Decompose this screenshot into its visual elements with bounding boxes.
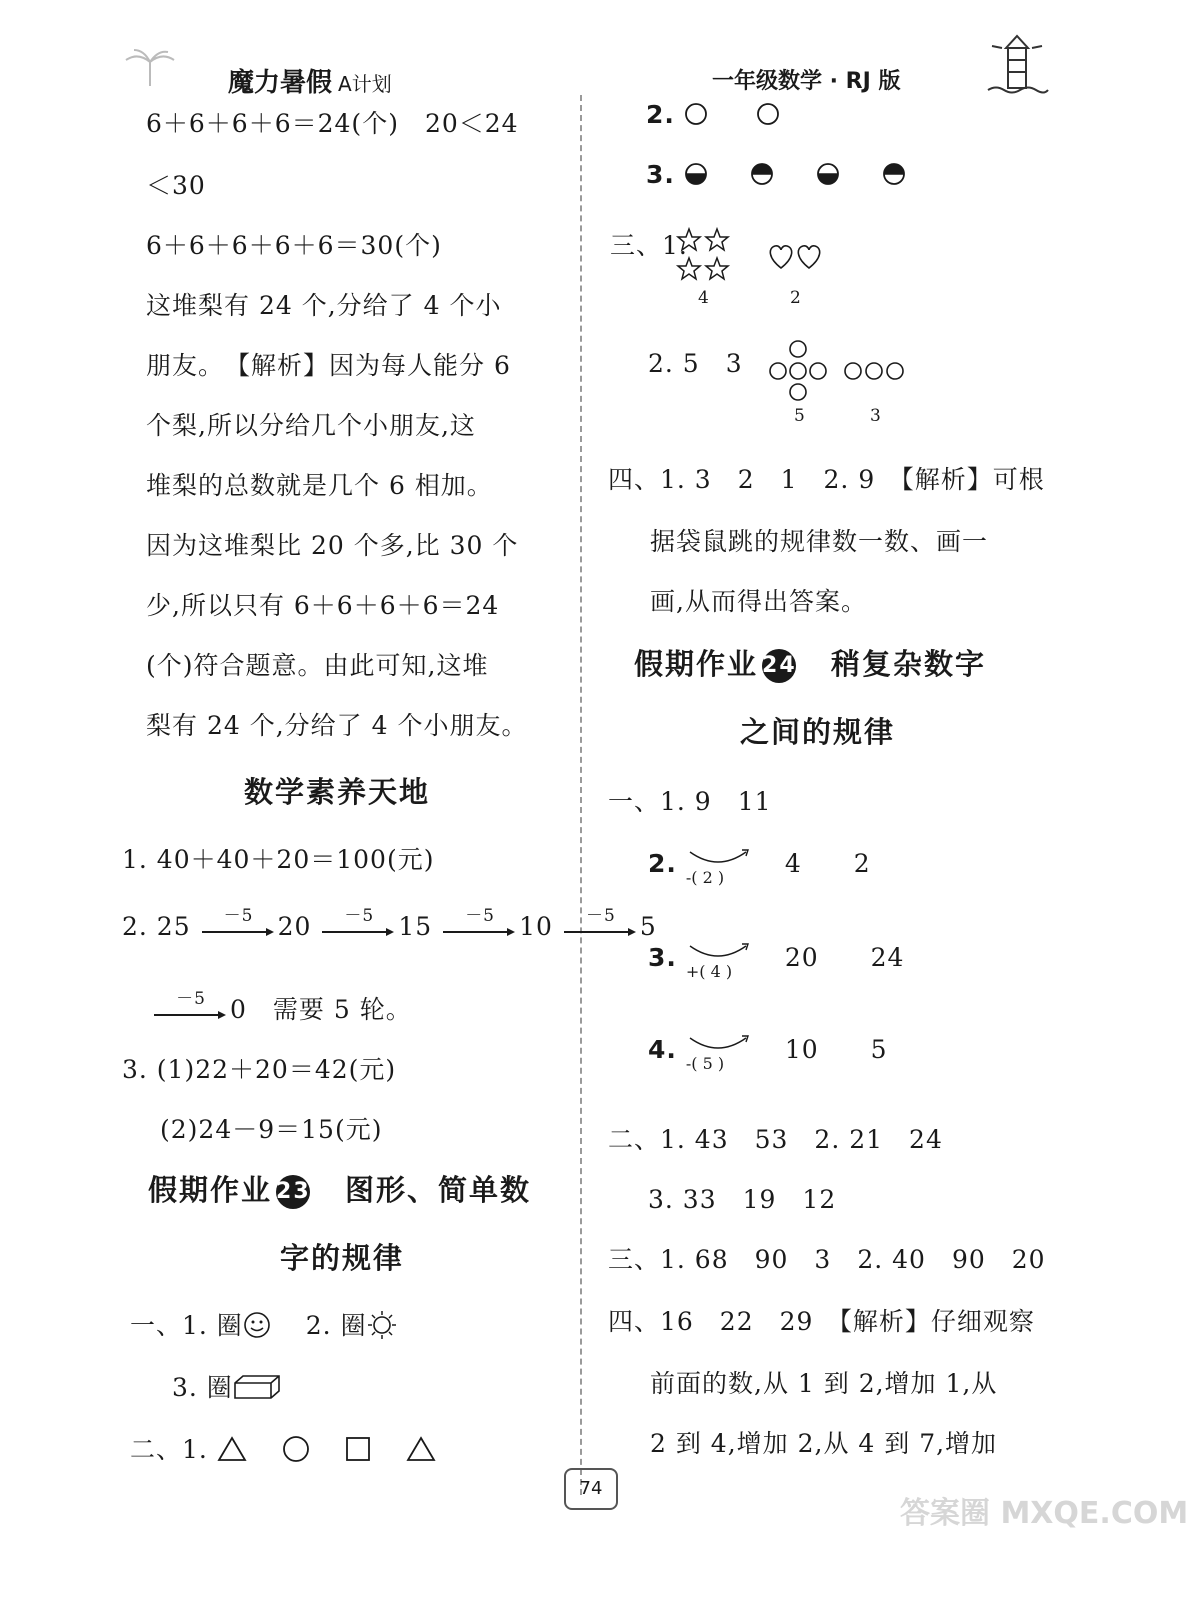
- jump-arc-icon: [686, 1032, 750, 1072]
- jump-arc-icon: [686, 846, 750, 886]
- left-line-1: 6＋6＋6＋6＝24(个) 20＜24: [146, 109, 519, 138]
- half-filled-circle-icon: [882, 162, 906, 192]
- hw24-s2-line1: 二、1. 43 53 2. 21 24: [608, 1125, 943, 1154]
- q2-start: 2. 25: [122, 912, 191, 941]
- circle-icon: [282, 1435, 310, 1469]
- hw24-s4-line2: 前面的数,从 1 到 2,增加 1,从: [650, 1369, 998, 1398]
- hw23-s4-line3: 画,从而得出答案。: [650, 587, 867, 616]
- hearts-icon: [766, 242, 826, 276]
- hw24-title-line2: 之间的规律: [740, 715, 896, 749]
- half-filled-circle-icon: [816, 162, 840, 192]
- hw24-s1-q2: 2. -( 2 ) 4 2: [648, 844, 871, 886]
- left-line-8: 因为这堆梨比 20 个多,比 30 个: [146, 531, 519, 560]
- lighthouse-icon: [984, 30, 1050, 100]
- subject-label: 一年级数学 · RJ 版: [712, 69, 901, 94]
- hw23-s1-row2: 3. 圈: [172, 1368, 281, 1407]
- stars-icon: [676, 226, 734, 288]
- stars-count: 4: [698, 288, 709, 308]
- hw23-title-line2: 字的规律: [280, 1241, 405, 1275]
- q2-end: 0 需要 5 轮。: [230, 995, 412, 1024]
- left-line-11: 梨有 24 个,分给了 4 个小朋友。: [146, 711, 528, 740]
- hw23-s2-q3: 3.: [646, 160, 906, 192]
- cross-pattern-count: 5: [794, 406, 805, 426]
- hw24-s1-q4: 4. -( 5 ) 10 5: [648, 1030, 888, 1072]
- left-line-2: ＜30: [146, 171, 206, 200]
- arc-label: -( 5 ): [685, 1053, 725, 1073]
- hw23-s4-line2: 据袋鼠跳的规律数一数、画一: [650, 527, 989, 556]
- q2-value: 15: [398, 912, 433, 941]
- half-filled-circle-icon: [684, 162, 708, 192]
- hw24-s4-line1: 四、16 22 29 【解析】仔细观察: [608, 1307, 1035, 1336]
- hw23-title-line1: 假期作业 23 图形、简单数: [148, 1173, 532, 1207]
- cuboid-icon: [233, 1373, 281, 1407]
- watermark: 答案圈 MXQE.COM: [900, 1496, 1188, 1531]
- answer-values: 4 2: [784, 849, 871, 878]
- hw23-s3-q1-label: 三、1.: [610, 231, 688, 260]
- q2-value: 10: [519, 912, 553, 941]
- column-divider: [580, 95, 582, 1495]
- left-line-10: (个)符合题意。由此可知,这堆: [146, 651, 489, 680]
- hw23-s2-q2: 2.: [646, 100, 780, 132]
- book-title: 魔力暑假 A计划: [228, 68, 392, 98]
- q2-value: 20: [277, 912, 312, 941]
- answer-values: 10 5: [784, 1035, 888, 1064]
- hw24-s2-line2: 3. 33 19 12: [648, 1185, 837, 1214]
- hw23-s2-row1: 二、1.: [130, 1430, 436, 1469]
- half-filled-circle-icon: [750, 162, 774, 192]
- hw24-s3-line1: 三、1. 68 90 3 2. 40 90 20: [608, 1245, 1046, 1274]
- circle-row-pattern-icon: [842, 360, 906, 386]
- smiley-face-icon: [243, 1311, 271, 1345]
- hw24-s1-q3: 3. +( 4 ) 20 24: [648, 938, 904, 980]
- minus5-arrow: －5: [322, 917, 396, 941]
- section-title-math-literacy: 数学素养天地: [244, 775, 431, 809]
- left-line-9: 少,所以只有 6＋6＋6＋6＝24: [146, 591, 500, 620]
- jump-arc-icon: [686, 940, 750, 980]
- hw23-number-badge: 23: [276, 1175, 310, 1209]
- circle-icon: [756, 102, 780, 132]
- hw23-s1-row1: 一、1. 圈 2. 圈: [130, 1306, 397, 1346]
- row-pattern-count: 3: [870, 406, 881, 426]
- literacy-q1: 1. 40＋40＋20＝100(元): [122, 845, 435, 874]
- square-icon: [345, 1436, 371, 1468]
- hw24-title-line1: 假期作业 24 稍复杂数字: [634, 647, 987, 681]
- palm-tree-icon: [120, 48, 180, 92]
- sun-icon: [367, 1310, 397, 1346]
- left-line-6: 个梨,所以分给几个小朋友,这: [146, 411, 476, 440]
- minus5-arrow: －5: [154, 1000, 228, 1024]
- minus5-arrow: －5: [564, 917, 638, 941]
- left-line-7: 堆梨的总数就是几个 6 相加。: [146, 471, 493, 500]
- answer-values: 20 24: [784, 943, 905, 972]
- triangle-icon: [217, 1436, 247, 1468]
- arc-label: +( 4 ): [685, 961, 733, 981]
- hw24-s4-line3: 2 到 4,增加 2,从 4 到 7,增加: [650, 1429, 998, 1458]
- hw24-s1-q1: 一、1. 9 11: [608, 787, 772, 816]
- hearts-count: 2: [790, 288, 801, 308]
- circle-cross-pattern-icon: [766, 340, 830, 406]
- literacy-q3a: 3. (1)22＋20＝42(元): [122, 1055, 397, 1084]
- literacy-q3b: (2)24－9＝15(元): [160, 1115, 383, 1144]
- minus5-arrow: －5: [443, 917, 517, 941]
- left-line-3: 6＋6＋6＋6＋6＝30(个): [146, 231, 442, 260]
- hw23-s4-line1: 四、1. 3 2 1 2. 9 【解析】可根: [608, 465, 1045, 494]
- arc-label: -( 2 ): [685, 867, 725, 887]
- hw24-number-badge: 24: [762, 649, 796, 683]
- q2-value: 5: [639, 912, 657, 941]
- triangle-icon: [406, 1436, 436, 1468]
- left-line-5: 朋友。 【解析】因为每人能分 6: [146, 351, 511, 380]
- page-number: 74: [564, 1468, 618, 1510]
- literacy-q2-row: [122, 905, 657, 941]
- left-line-4: 这堆梨有 24 个,分给了 4 个小: [146, 291, 502, 320]
- minus5-arrow: －5: [202, 917, 276, 941]
- circle-icon: [684, 102, 708, 132]
- literacy-q2-cont: [152, 990, 412, 1026]
- hw23-s3-q2: 2. 5 3: [648, 349, 743, 378]
